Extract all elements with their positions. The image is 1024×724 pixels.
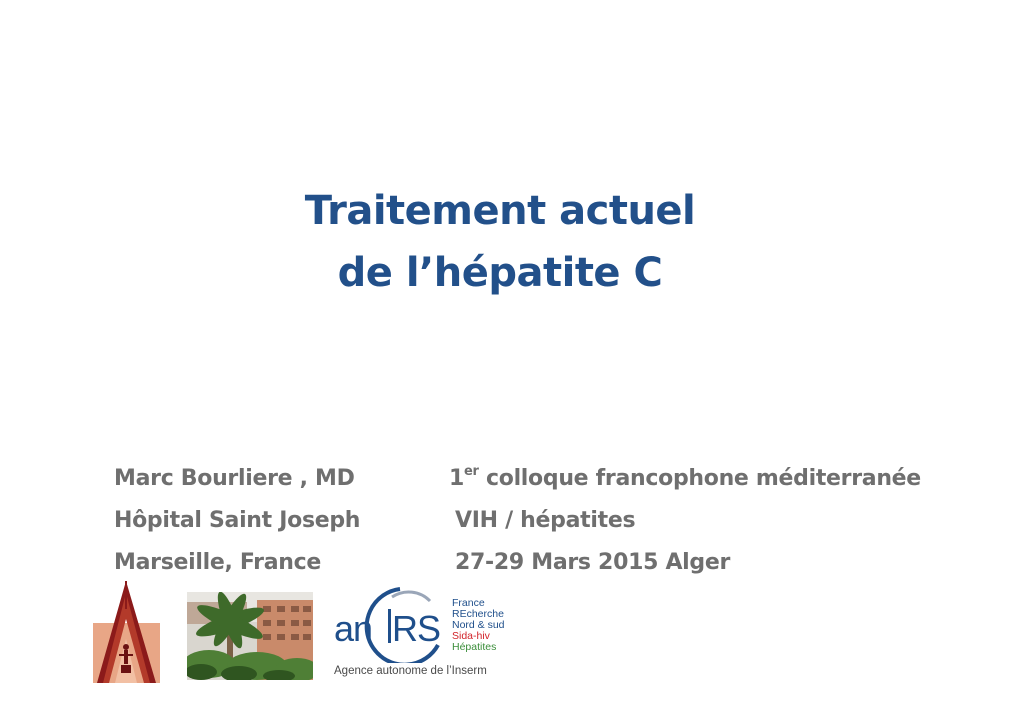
event-topic: VIH / hépatites [455,508,636,533]
anrs-text-lines [452,598,505,653]
anrs-line-3: Nord & sud [452,619,505,631]
event-name: colloque francophone méditerranée [478,466,921,491]
church-logo-icon [93,579,160,683]
anrs-subtitle: Agence autonome de l’Inserm [334,665,487,677]
svg-text:RS: RS [392,608,441,649]
anrs-line-5: Hépatites [452,641,497,653]
title-line-2: de l’hépatite C [337,250,663,296]
anrs-logo [330,585,530,685]
event-ordinal-sup: er [464,464,479,479]
anrs-line-2: REcherche [452,608,504,620]
author-city: Marseille, France [114,550,322,575]
author-name: Marc Bourliere , MD [114,466,355,491]
palm-building-photo [187,592,313,680]
title-line-1: Traitement actuel [304,188,696,234]
author-hospital: Hôpital Saint Joseph [114,508,361,533]
event-name-line [449,462,921,504]
anrs-mark-icon [330,585,450,663]
svg-text:an: an [334,608,373,649]
anrs-line-1: France [452,597,485,609]
event-ordinal: 1 [449,466,465,491]
author-block [114,462,360,588]
event-date-place: 27-29 Mars 2015 Alger [455,550,731,575]
event-block [449,462,921,588]
slide-title [0,180,1000,304]
anrs-line-4: Sida-hiv [452,630,490,642]
